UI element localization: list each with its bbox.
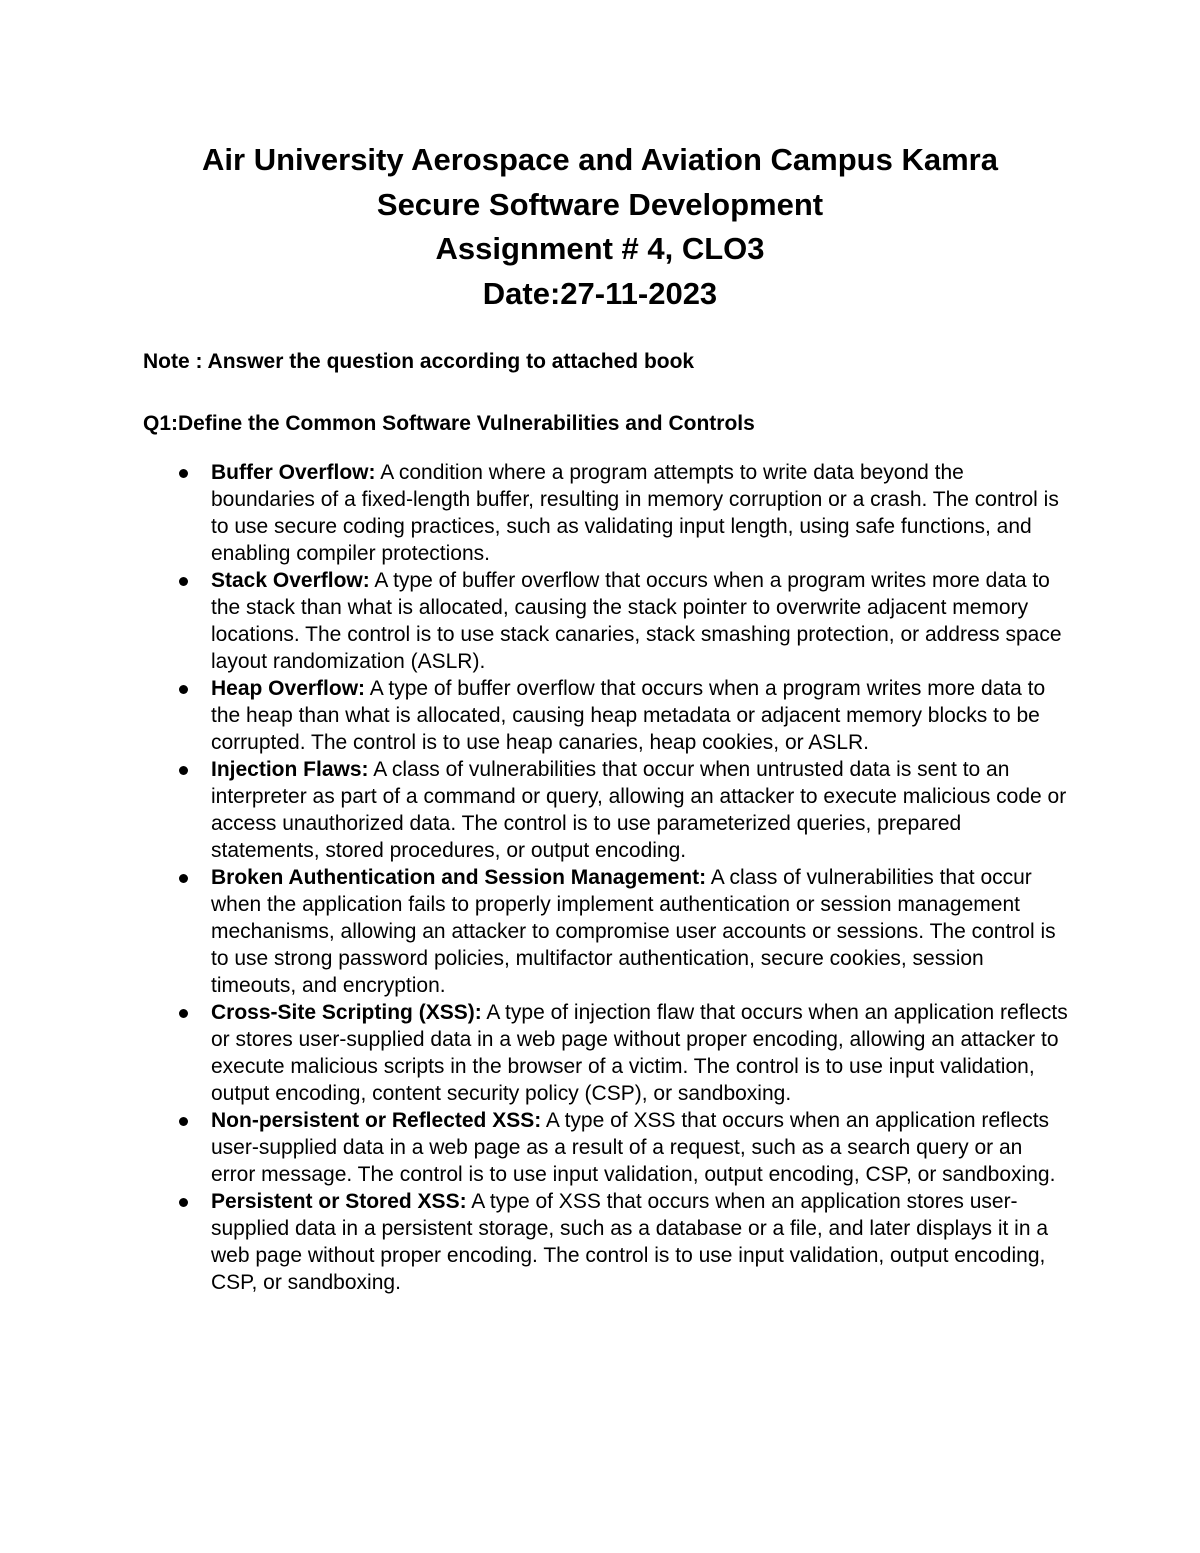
- list-item: [0, 999, 1071, 1107]
- list-item: [0, 1188, 1071, 1296]
- list-item: [0, 675, 1071, 756]
- instruction-note: Note : Answer the question according to attached book: [143, 350, 695, 373]
- bullet-icon: [179, 1198, 188, 1207]
- item-description: A type of XSS that occurs when an application reflects user-supplied data in a web page as a result of a request, such as a search query or an error message. The control is to use input validation, output encoding, CSP, or sandboxing.: [211, 1109, 1056, 1186]
- vulnerability-list: [0, 459, 1200, 1296]
- item-term: Stack Overflow:: [211, 569, 370, 592]
- header-assignment: Assignment # 4, CLO3: [435, 231, 765, 266]
- item-term: Cross-Site Scripting (XSS):: [211, 1001, 482, 1024]
- item-term: Persistent or Stored XSS:: [211, 1190, 467, 1213]
- header-course: Secure Software Development: [376, 186, 824, 222]
- item-description: A class of vulnerabilities that occur when untrusted data is sent to an interpreter as part of a command or query, allowing an attacker to execute malicious code or access unauthorized data. The control is to use parameterized queries, prepared statements, stored procedures, or output encoding.: [211, 758, 1067, 862]
- bullet-icon: [179, 766, 188, 775]
- item-description: A type of injection flaw that occurs when an application reflects or stores user-supplied data in a web page without proper encoding, allowing an attacker to execute malicious scripts in the browser of a victim. The control is to use input validation, output encoding, content security policy (CSP), or sandboxing.: [211, 1001, 1068, 1105]
- list-item: [0, 459, 1071, 567]
- bullet-icon: [179, 1117, 188, 1126]
- bullet-icon: [179, 1009, 188, 1018]
- bullet-icon: [179, 874, 188, 883]
- list-item: [0, 864, 1071, 999]
- item-description: A class of vulnerabilities that occur when the application fails to properly implement authentication or session management mechanisms, allowing an attacker to compromise user accounts or sessions. The control is to use strong password policies, multifactor authentication, secure cookies, session timeouts, and encryption.: [211, 866, 1056, 997]
- item-description: A type of buffer overflow that occurs when a program writes more data to the stack than what is allocated, causing the stack pointer to overwrite adjacent memory locations. The control is to use stack canaries, stack smashing protection, or address space layout randomization (ASLR).: [211, 569, 1062, 673]
- question-heading: Q1:Define the Common Software Vulnerabilities and Controls: [143, 412, 755, 435]
- item-description: A condition where a program attempts to write data beyond the boundaries of a fixed-length buffer, resulting in memory corruption or a crash. The control is to use secure coding practices, such as validating input length, using safe functions, and enabling compiler protections.: [211, 461, 1059, 565]
- item-term: Injection Flaws:: [211, 758, 369, 781]
- item-description: A type of XSS that occurs when an application stores user-supplied data in a persistent storage, such as a database or a file, and later displays it in a web page without proper encoding. The control is to use input validation, output encoding, CSP, or sandboxing.: [211, 1190, 1049, 1294]
- header-date: Date:27-11-2023: [482, 275, 718, 311]
- bullet-icon: [179, 577, 188, 586]
- item-description: A type of buffer overflow that occurs when a program writes more data to the heap than what is allocated, causing heap metadata or adjacent memory blocks to be corrupted. The control is to use heap canaries, heap cookies, or ASLR.: [211, 677, 1046, 754]
- item-term: Non-persistent or Reflected XSS:: [211, 1109, 542, 1132]
- item-term: Broken Authentication and Session Management:: [211, 866, 707, 889]
- document-header: [0, 138, 1200, 316]
- bullet-icon: [179, 685, 188, 694]
- item-term: Heap Overflow:: [211, 677, 366, 700]
- list-item: [0, 1107, 1071, 1188]
- list-item: [0, 756, 1071, 864]
- bullet-icon: [179, 469, 188, 478]
- item-term: Buffer Overflow:: [211, 461, 376, 484]
- header-university: Air University Aerospace and Aviation Campus Kamra: [202, 142, 998, 177]
- list-item: [0, 567, 1071, 675]
